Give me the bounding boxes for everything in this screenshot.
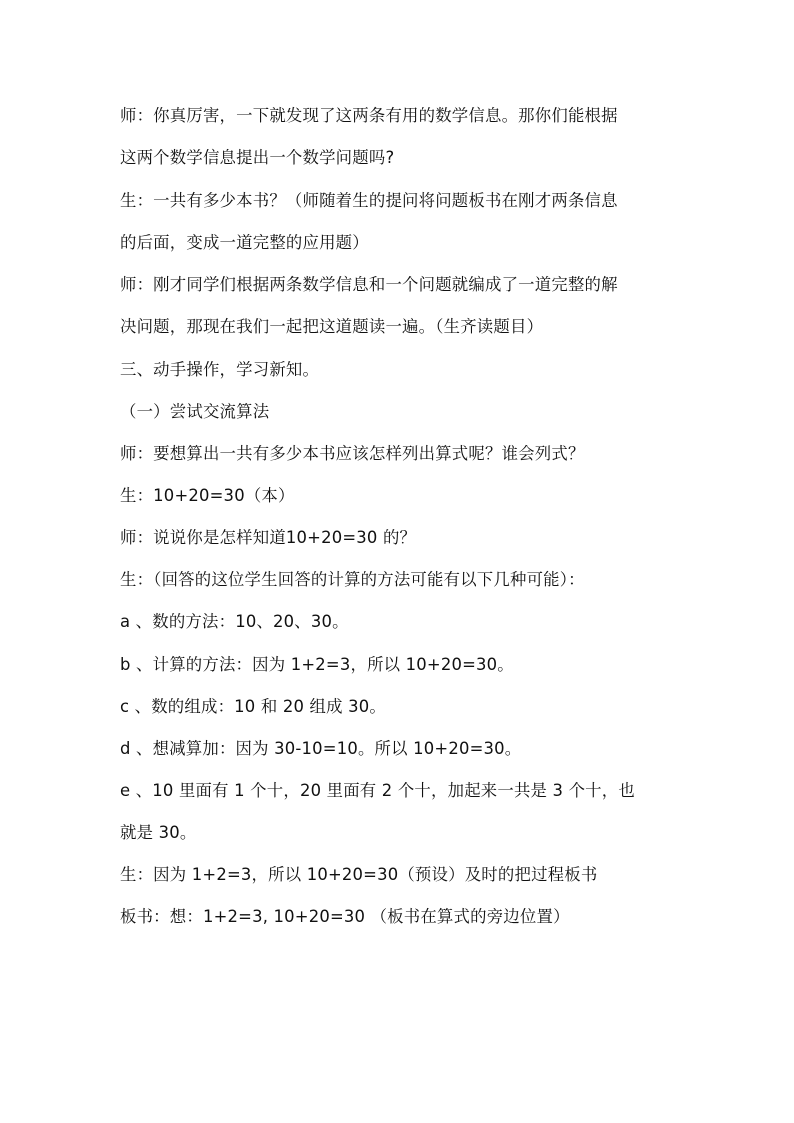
subsection-heading: （一）尝试交流算法 xyxy=(120,402,270,421)
board-writing: 板书：想：1+2=3, 10+20=30 （板书在算式的旁边位置） xyxy=(120,907,570,926)
text-line-10: 生：10+20=30（本） xyxy=(120,486,295,505)
method-b: b 、计算的方法：因为 1+2=3，所以 10+20=30。 xyxy=(120,655,514,674)
section-heading: 三、动手操作，学习新知。 xyxy=(120,360,320,379)
text-line-12: 生：（回答的这位学生回答的计算的方法可能有以下几种可能）： xyxy=(120,570,585,589)
text-line-3: 生：一共有多少本书？（师随着生的提问将问题板书在刚才两条信息 xyxy=(120,191,618,210)
text-line-1: 师：你真厉害，一下就发现了这两条有用的数学信息。那你们能根据 xyxy=(120,106,618,125)
text-line-19: 生：因为 1+2=3，所以 10+20=30（预设）及时的把过程板书 xyxy=(120,865,598,884)
method-a: a 、数的方法：10、20、30。 xyxy=(120,612,349,631)
text-line-9: 师：要想算出一共有多少本书应该怎样列出算式呢？谁会列式？ xyxy=(120,444,585,463)
text-line-6: 决问题，那现在我们一起把这道题读一遍。（生齐读题目） xyxy=(120,317,544,336)
text-line-5: 师：刚才同学们根据两条数学信息和一个问题就编成了一道完整的解 xyxy=(120,275,618,294)
method-c: c 、数的组成：10 和 20 组成 30。 xyxy=(120,697,386,716)
text-line-11: 师：说说你是怎样知道10+20=30 的？ xyxy=(120,528,417,547)
method-e: e 、10 里面有 1 个十，20 里面有 2 个十，加起来一共是 3 个十，也 xyxy=(120,781,635,800)
method-d: d 、想减算加：因为 30-10=10。所以 10+20=30。 xyxy=(120,739,522,758)
text-line-2: 这两个数学信息提出一个数学问题吗? xyxy=(120,148,395,167)
text-line-4: 的后面，变成一道完整的应用题） xyxy=(120,233,369,252)
method-e-continued: 就是 30。 xyxy=(120,823,197,842)
